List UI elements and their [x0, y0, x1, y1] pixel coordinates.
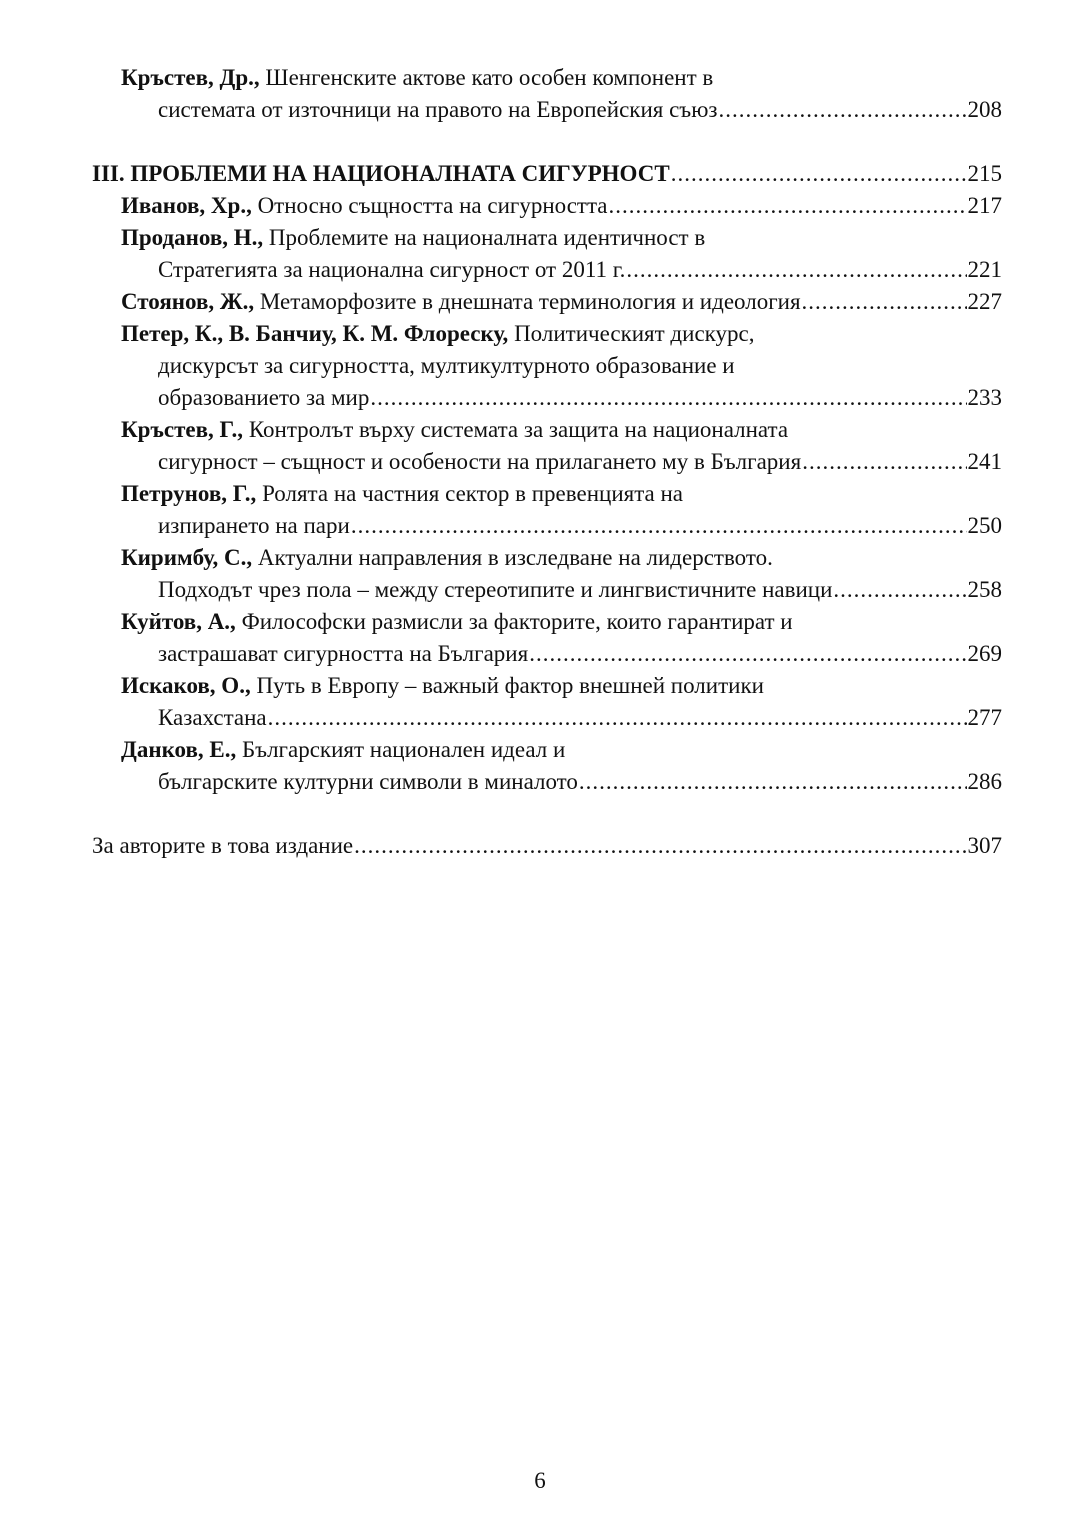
- toc-entry-author: Петрунов, Г.,: [121, 481, 257, 506]
- leader-dots: [529, 638, 966, 670]
- toc-entry-last-line: [92, 638, 1002, 670]
- leader-dots: [802, 286, 967, 318]
- toc-entry-title: Метаморфозите в днешната терминология и идеология: [254, 289, 801, 314]
- toc-entry: [92, 222, 1002, 286]
- toc-entry: [92, 318, 1002, 414]
- toc-entry-page: 277: [967, 705, 1002, 730]
- leader-dots: [351, 510, 967, 542]
- toc-section-page: 215: [967, 161, 1002, 186]
- toc-entry-title-cont: образованието за мир: [158, 385, 370, 410]
- toc-entry-title-cont: Подходът чрез пола – между стереотипите и лингвистичните навици: [158, 577, 833, 602]
- toc-entry: [92, 734, 1002, 798]
- toc-entry-author: Кръстев, Др.,: [121, 65, 260, 90]
- toc-entry-author: Иванов, Хр.,: [121, 193, 252, 218]
- leader-dots: [579, 766, 967, 798]
- page-number: 6: [534, 1468, 546, 1493]
- toc-entry-title-cont: сигурност – същност и особености на прилагането му в България: [158, 449, 802, 474]
- toc-closing-title: За авторите в това издание: [92, 833, 354, 858]
- toc-entry: [92, 62, 1002, 126]
- toc-entry-title: Ролята на частния сектор в превенцията на: [256, 481, 684, 506]
- toc-entry: [92, 606, 1002, 670]
- toc-entry-author: Данков, Е.,: [121, 737, 237, 762]
- toc-entry-line: [92, 286, 1002, 318]
- toc-entry-last-line: [92, 702, 1002, 734]
- toc-entry-title-cont: системата от източници на правото на Европейския съюз: [158, 97, 718, 122]
- toc-entry-page: 258: [967, 577, 1002, 602]
- toc-entry-title: Актуални направления в изследване на лидерството.: [252, 545, 773, 570]
- toc-entry-page: 208: [967, 97, 1002, 122]
- toc-entry-last-line: [92, 446, 1002, 478]
- toc-closing-entry: [92, 830, 1002, 862]
- toc-entry-title: Относно същността на сигурността: [251, 193, 608, 218]
- toc-entry-title: Философски размисли за факторите, които гарантират и: [235, 609, 793, 634]
- toc-entry-author: Петер, К., В. Банчиу, К. М. Флореску,: [121, 321, 509, 346]
- toc-entry-title: Шенгенските актове като особен компонент в: [259, 65, 714, 90]
- toc-entry-first-line: [92, 414, 1002, 446]
- toc-entry-line: [92, 190, 1002, 222]
- toc-entry-author: Проданов, Н.,: [121, 225, 264, 250]
- toc-section-heading-line: [92, 158, 1002, 190]
- leader-dots: [268, 702, 967, 734]
- toc-section: [92, 158, 1002, 190]
- leader-dots: [626, 254, 966, 286]
- toc-entry-title-cont: изпирането на пари: [158, 513, 350, 538]
- toc-entry-title-cont: Стратегията за национална сигурност от 2011 г.: [158, 257, 626, 282]
- toc-entry-page: 233: [967, 385, 1002, 410]
- toc-entry-first-line: [92, 478, 1002, 510]
- leader-dots: [609, 190, 967, 222]
- toc-entry-last-line: [92, 766, 1002, 798]
- toc-entry-first-line: [92, 542, 1002, 574]
- toc-entry-page: 269: [967, 641, 1002, 666]
- toc-entry-last-line: [92, 254, 1002, 286]
- toc-entry-mid-line: [92, 350, 1002, 382]
- toc-entry-page: 286: [967, 769, 1002, 794]
- toc-entry: [92, 670, 1002, 734]
- toc-entry-first-line: [92, 222, 1002, 254]
- toc-entry-last-line: [92, 574, 1002, 606]
- toc-entry-last-line: [92, 382, 1002, 414]
- toc-entry-title-cont: българските културни символи в миналото: [158, 769, 578, 794]
- toc-entry-author: Искаков, О.,: [121, 673, 251, 698]
- toc-entry-first-line: [92, 318, 1002, 350]
- leader-dots: [718, 94, 966, 126]
- toc-entry: [92, 542, 1002, 606]
- toc-entry-page: 241: [967, 449, 1002, 474]
- toc-closing-page: 307: [967, 833, 1002, 858]
- toc-entry-author: Кръстев, Г.,: [121, 417, 244, 442]
- toc-entry-title: Путь в Европу – важный фактор внешней политики: [250, 673, 764, 698]
- toc-entry: [92, 286, 1002, 318]
- toc-entry-first-line: [92, 670, 1002, 702]
- toc-entry-title: Контролът върху системата за защита на националната: [243, 417, 789, 442]
- toc-entry: [92, 190, 1002, 222]
- toc-entry-last-line: [92, 510, 1002, 542]
- leader-dots: [370, 382, 966, 414]
- toc-entry-title-cont: Казахстана: [158, 705, 267, 730]
- toc-entry-last-line: [92, 94, 1002, 126]
- toc-entry-title: Политическият дискурс,: [508, 321, 755, 346]
- toc-entry: [92, 478, 1002, 542]
- leader-dots: [833, 574, 966, 606]
- toc-entry: [92, 414, 1002, 478]
- toc-entry-author: Киримбу, С.,: [121, 545, 253, 570]
- toc-entry-title-cont: дискурсът за сигурността, мултикултурното образование и: [158, 353, 735, 378]
- toc-entry-page: 217: [967, 193, 1002, 218]
- toc-entry-author: Куйтов, А.,: [121, 609, 236, 634]
- toc-entry-title: Българският национален идеал и: [236, 737, 566, 762]
- toc-entry-first-line: [92, 62, 1002, 94]
- leader-dots: [802, 446, 966, 478]
- toc-entry-page: 221: [967, 257, 1002, 282]
- toc-entry-title: Проблемите на националната идентичност в: [263, 225, 706, 250]
- table-of-contents: [92, 62, 1002, 862]
- leader-dots: [354, 830, 966, 862]
- toc-entry-author: Стоянов, Ж.,: [121, 289, 255, 314]
- leader-dots: [671, 158, 967, 190]
- toc-entry-first-line: [92, 606, 1002, 638]
- toc-section-heading: III. ПРОБЛЕМИ НА НАЦИОНАЛНАТА СИГУРНОСТ: [92, 161, 670, 186]
- toc-closing-line: [92, 830, 1002, 862]
- toc-entry-page: 227: [967, 289, 1002, 314]
- toc-entry-page: 250: [967, 513, 1002, 538]
- toc-entry-first-line: [92, 734, 1002, 766]
- toc-entry-title-cont: застрашават сигурността на България: [158, 641, 529, 666]
